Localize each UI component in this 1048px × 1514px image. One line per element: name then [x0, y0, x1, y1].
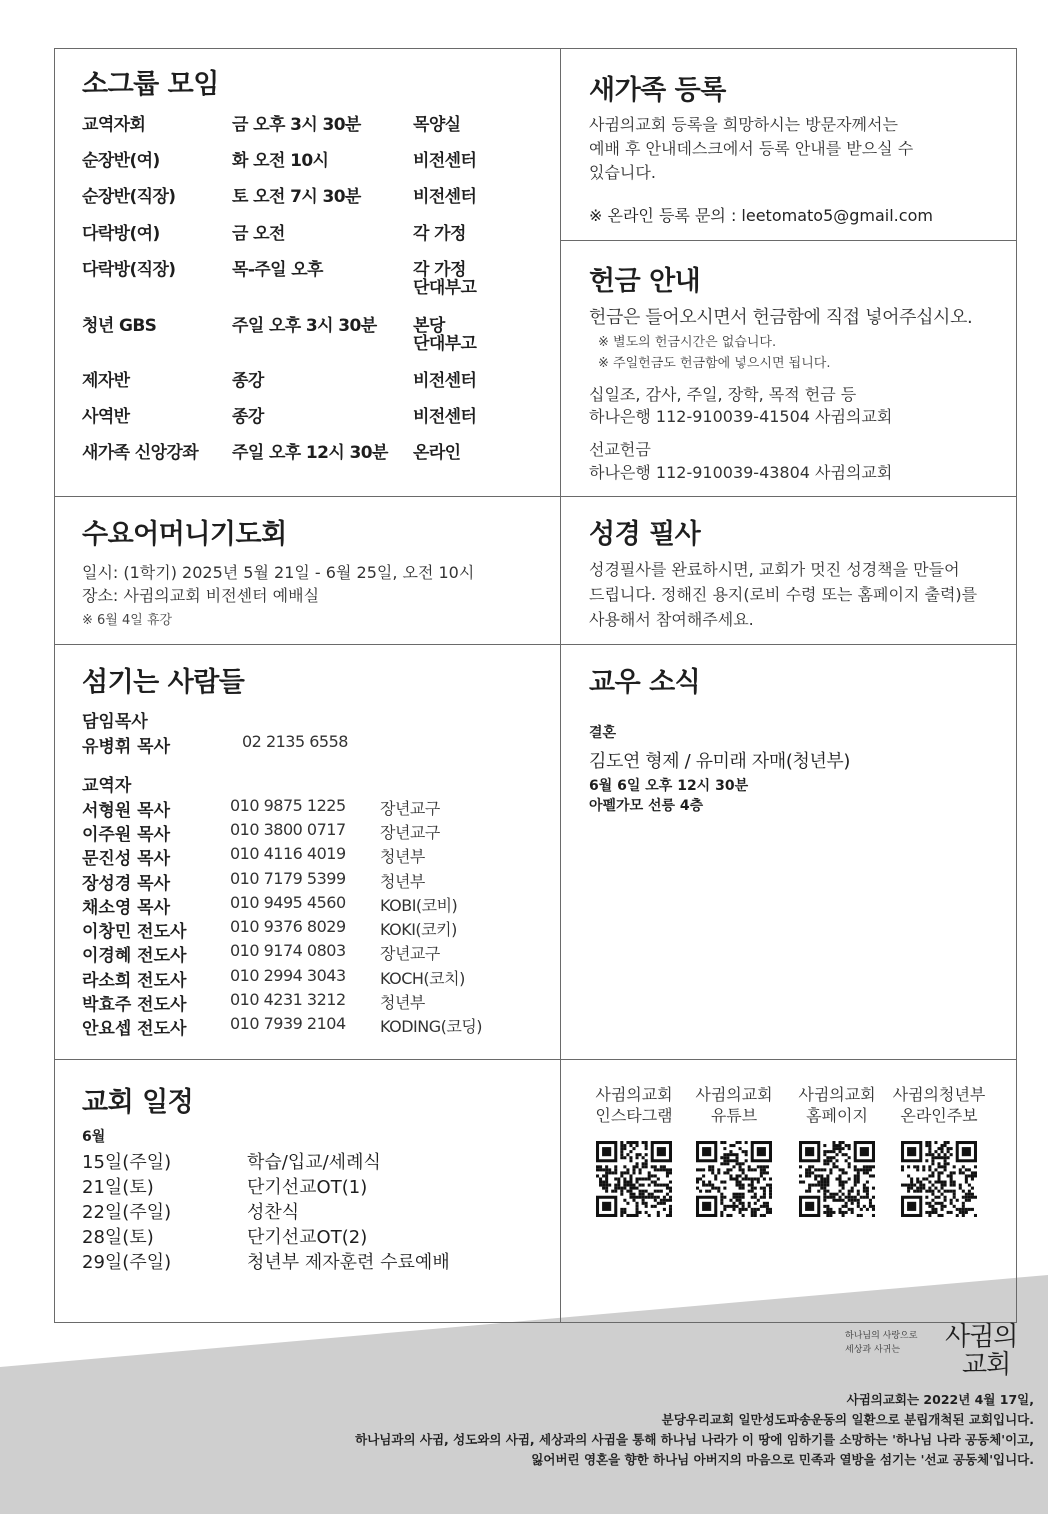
staff-dept: 장년교구 — [380, 944, 440, 963]
schedule-event: 단기선교OT(1) — [247, 1177, 368, 1198]
staff-name: 이경혜 전도사 — [82, 946, 187, 966]
prayer-date: 일시: (1학기) 2025년 5월 21일 - 6월 25일, 오전 10시 — [82, 563, 475, 582]
staff-name: 이주원 목사 — [82, 825, 171, 845]
news-couple: 김도연 형제 / 유미래 자매(청년부) — [589, 751, 851, 772]
qr-label-line: 사귐의교회 — [695, 1085, 773, 1104]
staff-dept: 청년부 — [380, 993, 425, 1012]
body-text: 있습니다. — [589, 163, 656, 182]
staff-phone: 010 7179 5399 — [230, 869, 346, 888]
offering-mission-account: 하나은행 112-910039-43804 사귐의교회 — [589, 463, 893, 482]
news-datetime: 6월 6일 오후 12시 30분 — [589, 778, 749, 794]
staff-phone: 010 3800 0717 — [230, 820, 346, 839]
qr-label-line: 인스타그램 — [595, 1106, 673, 1125]
group-place: 각 가정 — [413, 224, 466, 244]
footer-line: 하나님과의 사귐, 성도와의 사귐, 세상과의 사귐을 통해 하나님 나라가 이 땅에 임하기를 소망하는 '하나님 나라 공동체'이고, — [355, 1432, 1034, 1447]
group-name: 사역반 — [82, 407, 130, 427]
qr-label-bulletin — [889, 1084, 989, 1126]
staff-phone: 010 9495 4560 — [230, 893, 346, 912]
logo-tagline: 세상과 사귀는 — [845, 1345, 901, 1355]
group-place: 온라인 — [413, 443, 461, 463]
section-title: 성경 필사 — [589, 519, 701, 550]
qr-label-line: 사귐의교회 — [595, 1085, 673, 1104]
logo-name: 교회 — [962, 1350, 1011, 1380]
group-name: 제자반 — [82, 371, 130, 391]
group-row — [82, 402, 477, 427]
body-text: 성경필사를 완료하시면, 교회가 멋진 성경책을 만들어 — [589, 560, 960, 579]
staff-phone: 010 9174 0803 — [230, 941, 346, 960]
schedule-item — [82, 1198, 300, 1224]
section-title: 새가족 등록 — [589, 75, 726, 106]
group-time: 금 오전 — [232, 224, 285, 244]
group-place-secondary: 단대부고 — [413, 334, 477, 354]
group-place: 비전센터 — [413, 151, 477, 171]
group-name: 다락방(직장) — [82, 260, 176, 280]
qr-label-line: 유튜브 — [710, 1106, 758, 1125]
schedule-date: 28일(토) — [82, 1227, 154, 1248]
section-title: 수요어머니기도회 — [82, 519, 287, 550]
footer-line: 분당우리교회 일만성도파송운동의 일환으로 분립개척된 교회입니다. — [661, 1412, 1034, 1427]
group-place: 각 가정 — [413, 260, 466, 280]
qr-code-instagram[interactable] — [596, 1141, 672, 1217]
group-time: 토 오전 7시 30분 — [232, 187, 361, 207]
section-title: 섬기는 사람들 — [82, 667, 245, 698]
staff-label: 교역자 — [82, 776, 132, 796]
group-time: 종강 — [232, 407, 264, 427]
offering-note: ※ 주일헌금도 헌금함에 넣으시면 됩니다. — [598, 356, 831, 371]
schedule-date: 15일(주일) — [82, 1152, 172, 1173]
group-name: 새가족 신앙강좌 — [82, 443, 199, 463]
news-category: 결혼 — [589, 725, 617, 741]
group-row — [82, 182, 477, 207]
qr-code-homepage[interactable] — [799, 1141, 875, 1217]
offering-mission-label: 선교헌금 — [589, 440, 651, 459]
group-time: 주일 오후 12시 30분 — [232, 443, 388, 463]
staff-name: 문진성 목사 — [82, 849, 171, 869]
divider — [54, 1059, 1017, 1060]
schedule-item — [82, 1173, 368, 1199]
group-name: 청년 GBS — [82, 316, 157, 336]
body-text: 드립니다. 정해진 용지(로비 수령 또는 홈페이지 출력)를 — [589, 585, 978, 604]
qr-code-bulletin[interactable] — [901, 1141, 977, 1217]
body-text: 예배 후 안내데스크에서 등록 안내를 받으실 수 — [589, 139, 914, 158]
group-time: 화 오전 10시 — [232, 151, 329, 171]
qr-label-line: 홈페이지 — [806, 1106, 868, 1125]
qr-label-line: 온라인주보 — [900, 1106, 978, 1125]
group-place: 본당 — [413, 316, 445, 336]
qr-label-youtube — [684, 1084, 784, 1126]
offering-general-account: 하나은행 112-910039-41504 사귐의교회 — [589, 407, 893, 426]
schedule-month: 6월 — [82, 1129, 106, 1145]
group-time: 종강 — [232, 371, 264, 391]
schedule-event: 단기선교OT(2) — [247, 1227, 368, 1248]
staff-phone: 02 2135 6558 — [242, 732, 348, 751]
group-row — [82, 311, 477, 354]
schedule-date: 29일(주일) — [82, 1252, 172, 1273]
staff-dept: 청년부 — [380, 872, 425, 891]
group-name: 순장반(직장) — [82, 187, 176, 207]
section-title: 교회 일정 — [82, 1087, 194, 1118]
group-place: 비전센터 — [413, 371, 477, 391]
staff-dept: KOCH(코치) — [380, 969, 465, 988]
staff-dept: KODING(코딩) — [380, 1017, 483, 1036]
staff-phone: 010 9875 1225 — [230, 796, 346, 815]
logo-name: 사귐의 — [945, 1322, 1018, 1352]
qr-label-line: 사귐의교회 — [798, 1085, 876, 1104]
qr-label-homepage — [787, 1084, 887, 1126]
news-venue: 아펠가모 선릉 4층 — [589, 798, 704, 814]
group-row — [82, 366, 477, 391]
schedule-item — [82, 1148, 381, 1174]
staff-phone: 010 4116 4019 — [230, 844, 346, 863]
group-place: 목양실 — [413, 115, 461, 135]
group-name: 순장반(여) — [82, 151, 160, 171]
qr-label-line: 사귐의청년부 — [892, 1085, 986, 1104]
footer-line: 잃어버린 영혼을 향한 하나님 아버지의 마음으로 민족과 열방을 섬기는 '선교 공동체'입니다. — [531, 1452, 1034, 1467]
body-text: 사용해서 참여해주세요. — [589, 610, 754, 629]
staff-dept: 장년교구 — [380, 799, 440, 818]
senior-pastor-label: 담임목사 — [82, 712, 148, 732]
group-time: 목-주일 오후 — [232, 260, 323, 280]
staff-name: 안요셉 전도사 — [82, 1019, 187, 1039]
logo-tagline: 하나님의 사랑으로 — [845, 1331, 918, 1341]
staff-phone: 010 4231 3212 — [230, 990, 346, 1009]
staff-phone: 010 2994 3043 — [230, 966, 346, 985]
staff-name: 라소희 전도사 — [82, 971, 187, 991]
staff-dept: 장년교구 — [380, 823, 440, 842]
offering-note: ※ 별도의 헌금시간은 없습니다. — [598, 335, 777, 350]
qr-code-youtube[interactable] — [696, 1141, 772, 1217]
staff-phone: 010 7939 2104 — [230, 1014, 346, 1033]
group-time: 주일 오후 3시 30분 — [232, 316, 377, 336]
group-row — [82, 146, 477, 171]
schedule-event: 학습/입교/세례식 — [247, 1152, 381, 1173]
body-text: 사귐의교회 등록을 희망하시는 방문자께서는 — [589, 115, 898, 134]
schedule-event: 성찬식 — [247, 1202, 300, 1223]
group-row — [82, 438, 461, 463]
divider — [54, 644, 1017, 645]
footer-line: 사귐의교회는 2022년 4월 17일, — [846, 1392, 1034, 1407]
schedule-item — [82, 1223, 368, 1249]
group-row — [82, 219, 466, 244]
staff-name: 유병휘 목사 — [82, 737, 171, 757]
section-title: 소그룹 모임 — [82, 69, 219, 100]
group-place: 비전센터 — [413, 407, 477, 427]
staff-name: 박효주 전도사 — [82, 995, 187, 1015]
prayer-note: ※ 6월 4일 휴강 — [82, 613, 173, 628]
offering-intro: 헌금은 들어오시면서 헌금함에 직접 넣어주십시오. — [589, 307, 973, 328]
staff-name: 채소영 목사 — [82, 898, 171, 918]
qr-label-instagram — [584, 1084, 684, 1126]
schedule-item — [82, 1248, 450, 1274]
divider — [54, 496, 1017, 497]
offering-general-label: 십일조, 감사, 주일, 장학, 목적 헌금 등 — [589, 385, 857, 404]
section-title: 교우 소식 — [589, 667, 701, 698]
group-name: 교역자회 — [82, 115, 146, 135]
online-contact: ※ 온라인 등록 문의 : leetomato5@gmail.com — [589, 206, 933, 225]
staff-name: 이창민 전도사 — [82, 922, 187, 942]
staff-dept: KOKI(코키) — [380, 920, 457, 939]
prayer-place: 장소: 사귐의교회 비전센터 예배실 — [82, 586, 320, 605]
staff-dept: 청년부 — [380, 847, 425, 866]
group-place-secondary: 단대부고 — [413, 278, 477, 298]
group-row — [82, 110, 461, 135]
divider — [561, 240, 1016, 241]
staff-name: 서형원 목사 — [82, 801, 171, 821]
group-row — [82, 255, 477, 298]
group-name: 다락방(여) — [82, 224, 160, 244]
group-place: 비전센터 — [413, 187, 477, 207]
schedule-date: 22일(주일) — [82, 1202, 172, 1223]
group-time: 금 오후 3시 30분 — [232, 115, 361, 135]
schedule-event: 청년부 제자훈련 수료예배 — [247, 1252, 450, 1273]
staff-name: 장성경 목사 — [82, 874, 171, 894]
staff-phone: 010 9376 8029 — [230, 917, 346, 936]
staff-dept: KOBI(코비) — [380, 896, 458, 915]
schedule-date: 21일(토) — [82, 1177, 154, 1198]
section-title: 헌금 안내 — [589, 266, 701, 297]
